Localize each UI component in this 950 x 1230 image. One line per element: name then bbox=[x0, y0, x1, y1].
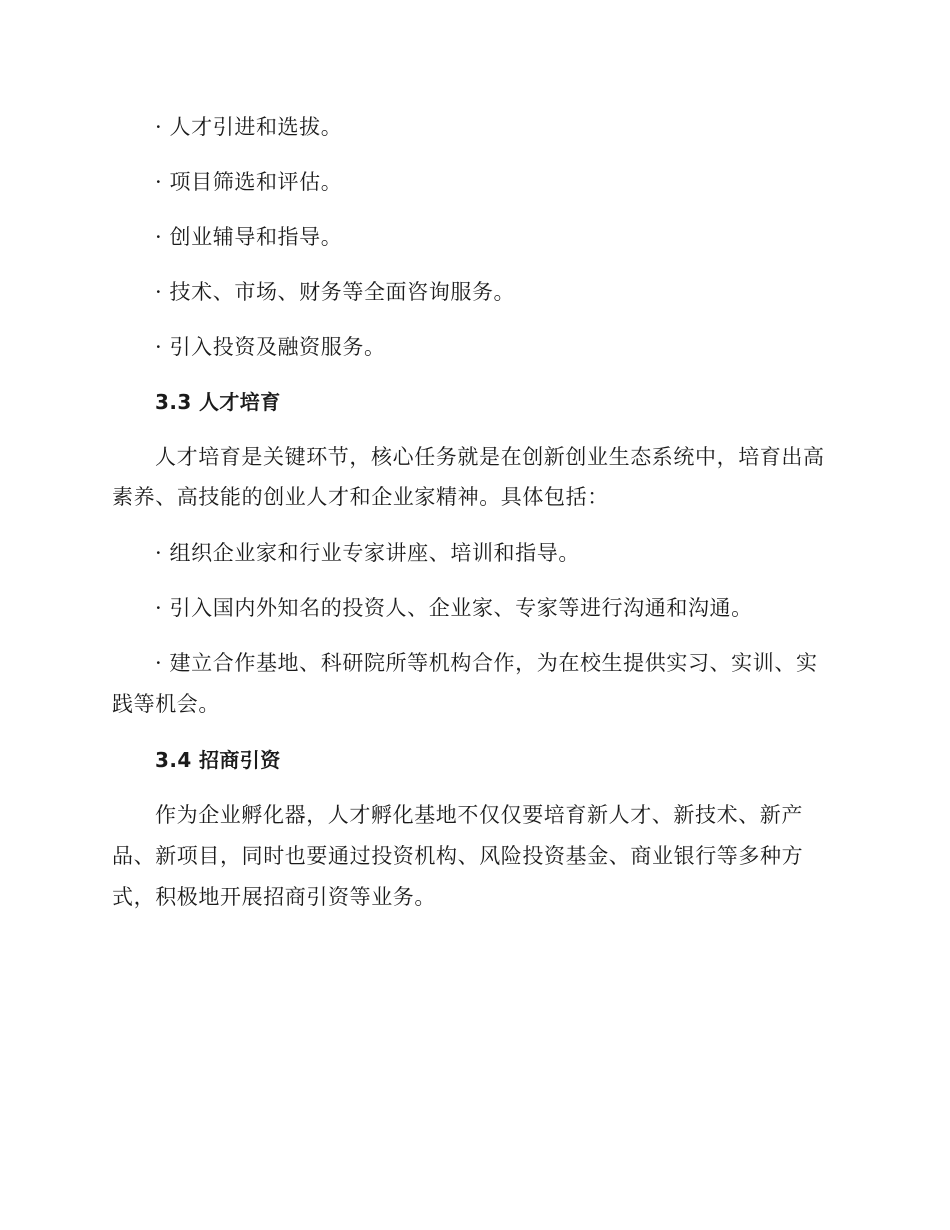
paragraph-line: 人才培育是关键环节，核心任务就是在创新创业生态系统中，培育出高 bbox=[155, 445, 825, 469]
paragraph-line: 素养、高技能的创业人才和企业家精神。具体包括： bbox=[112, 485, 609, 509]
list-item: · 项目筛选和评估。 bbox=[155, 170, 343, 194]
list-item: · 技术、市场、财务等全面咨询服务。 bbox=[155, 280, 516, 304]
list-item: · 组织企业家和行业专家讲座、培训和指导。 bbox=[155, 541, 580, 565]
list-item: · 引入投资及融资服务。 bbox=[155, 335, 386, 359]
paragraph-line: 式，积极地开展招商引资等业务。 bbox=[112, 885, 436, 909]
list-item: · 创业辅导和指导。 bbox=[155, 225, 343, 249]
paragraph-line: 作为企业孵化器，人才孵化基地不仅仅要培育新人才、新技术、新产 bbox=[155, 803, 803, 827]
list-item: · 人才引进和选拔。 bbox=[155, 115, 343, 139]
list-item-continuation: 践等机会。 bbox=[112, 692, 220, 716]
list-item: · 引入国内外知名的投资人、企业家、专家等进行沟通和沟通。 bbox=[155, 596, 753, 620]
section-heading-3-4: 3.4 招商引资 bbox=[155, 748, 281, 772]
section-heading-3-3: 3.3 人才培育 bbox=[155, 390, 281, 414]
paragraph-line: 品、新项目，同时也要通过投资机构、风险投资基金、商业银行等多种方 bbox=[112, 844, 804, 868]
list-item: · 建立合作基地、科研院所等机构合作，为在校生提供实习、实训、实 bbox=[155, 651, 818, 675]
